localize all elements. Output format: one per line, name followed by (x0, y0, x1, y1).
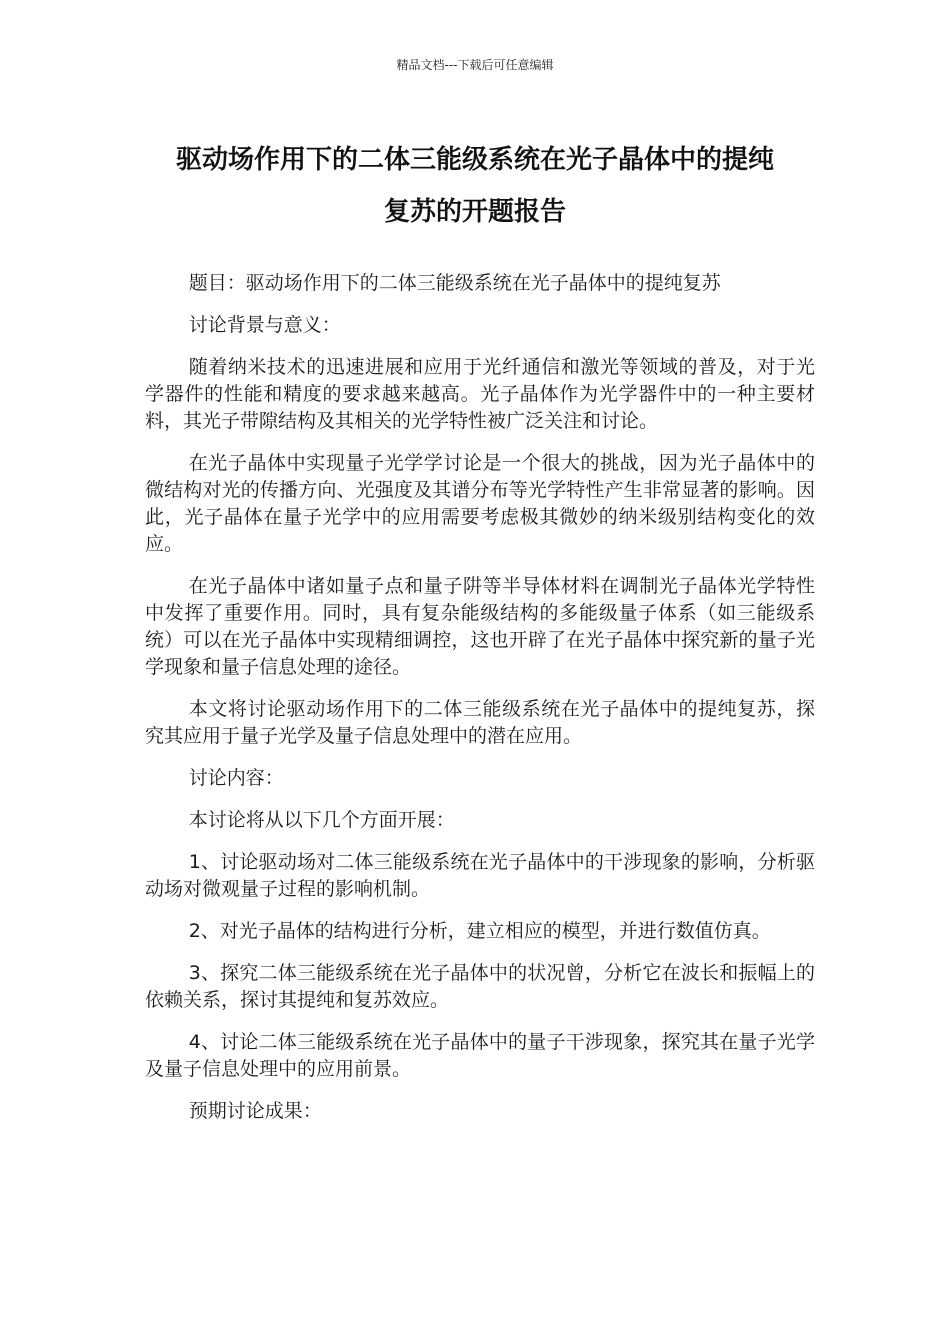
document-body (145, 270, 815, 1140)
list-item: 4、讨论二体三能级系统在光子晶体中的量子干涉现象，探究其在量子光学及量子信息处理中的应用前景。 (145, 1031, 815, 1080)
page-header-watermark: 精品文档---下载后可任意编辑 (396, 58, 554, 72)
section-heading-outcomes: 预期讨论成果： (188, 1100, 322, 1122)
topic-line: 题目：驱动场作用下的二体三能级系统在光子晶体中的提纯复苏 (188, 272, 721, 294)
section-heading-background: 讨论背景与意义： (188, 314, 341, 336)
body-paragraph: 在光子晶体中实现量子光学学讨论是一个很大的挑战，因为光子晶体中的微结构对光的传播方向、光强度及其谱分布等光学特性产生非常显著的影响。因此，光子晶体在量子光学中的应用需要考虑极其微妙的纳米级别结构变化的效应。 (145, 452, 815, 555)
body-paragraph: 随着纳米技术的迅速进展和应用于光纤通信和激光等领域的普及，对于光学器件的性能和精度的要求越来越高。光子晶体作为光学器件中的一种主要材料，其光子带隙结构及其相关的光学特性被广泛关注和讨论。 (145, 356, 815, 432)
document-title (140, 134, 810, 238)
list-item: 2、对光子晶体的结构进行分析，建立相应的模型，并进行数值仿真。 (188, 920, 771, 942)
title-line-1: 驱动场作用下的二体三能级系统在光子晶体中的提纯 (175, 145, 774, 175)
body-paragraph: 在光子晶体中诸如量子点和量子阱等半导体材料在调制光子晶体光学特性中发挥了重要作用。同时，具有复杂能级结构的多能级量子体系（如三能级系统）可以在光子晶体中实现精细调控，这也开辟了在光子晶体中探究新的量子光学现象和量子信息处理的途径。 (145, 575, 815, 678)
body-paragraph: 本讨论将从以下几个方面开展： (188, 809, 455, 831)
list-item: 3、探究二体三能级系统在光子晶体中的状况曾，分析它在波长和振幅上的依赖关系，探讨其提纯和复苏效应。 (145, 962, 815, 1011)
section-heading-content: 讨论内容： (188, 767, 284, 789)
list-item: 1、讨论驱动场对二体三能级系统在光子晶体中的干涉现象的影响，分析驱动场对微观量子过程的影响机制。 (145, 851, 815, 900)
title-line-2: 复苏的开题报告 (383, 197, 566, 227)
body-paragraph: 本文将讨论驱动场作用下的二体三能级系统在光子晶体中的提纯复苏，探究其应用于量子光学及量子信息处理中的潜在应用。 (145, 698, 815, 747)
